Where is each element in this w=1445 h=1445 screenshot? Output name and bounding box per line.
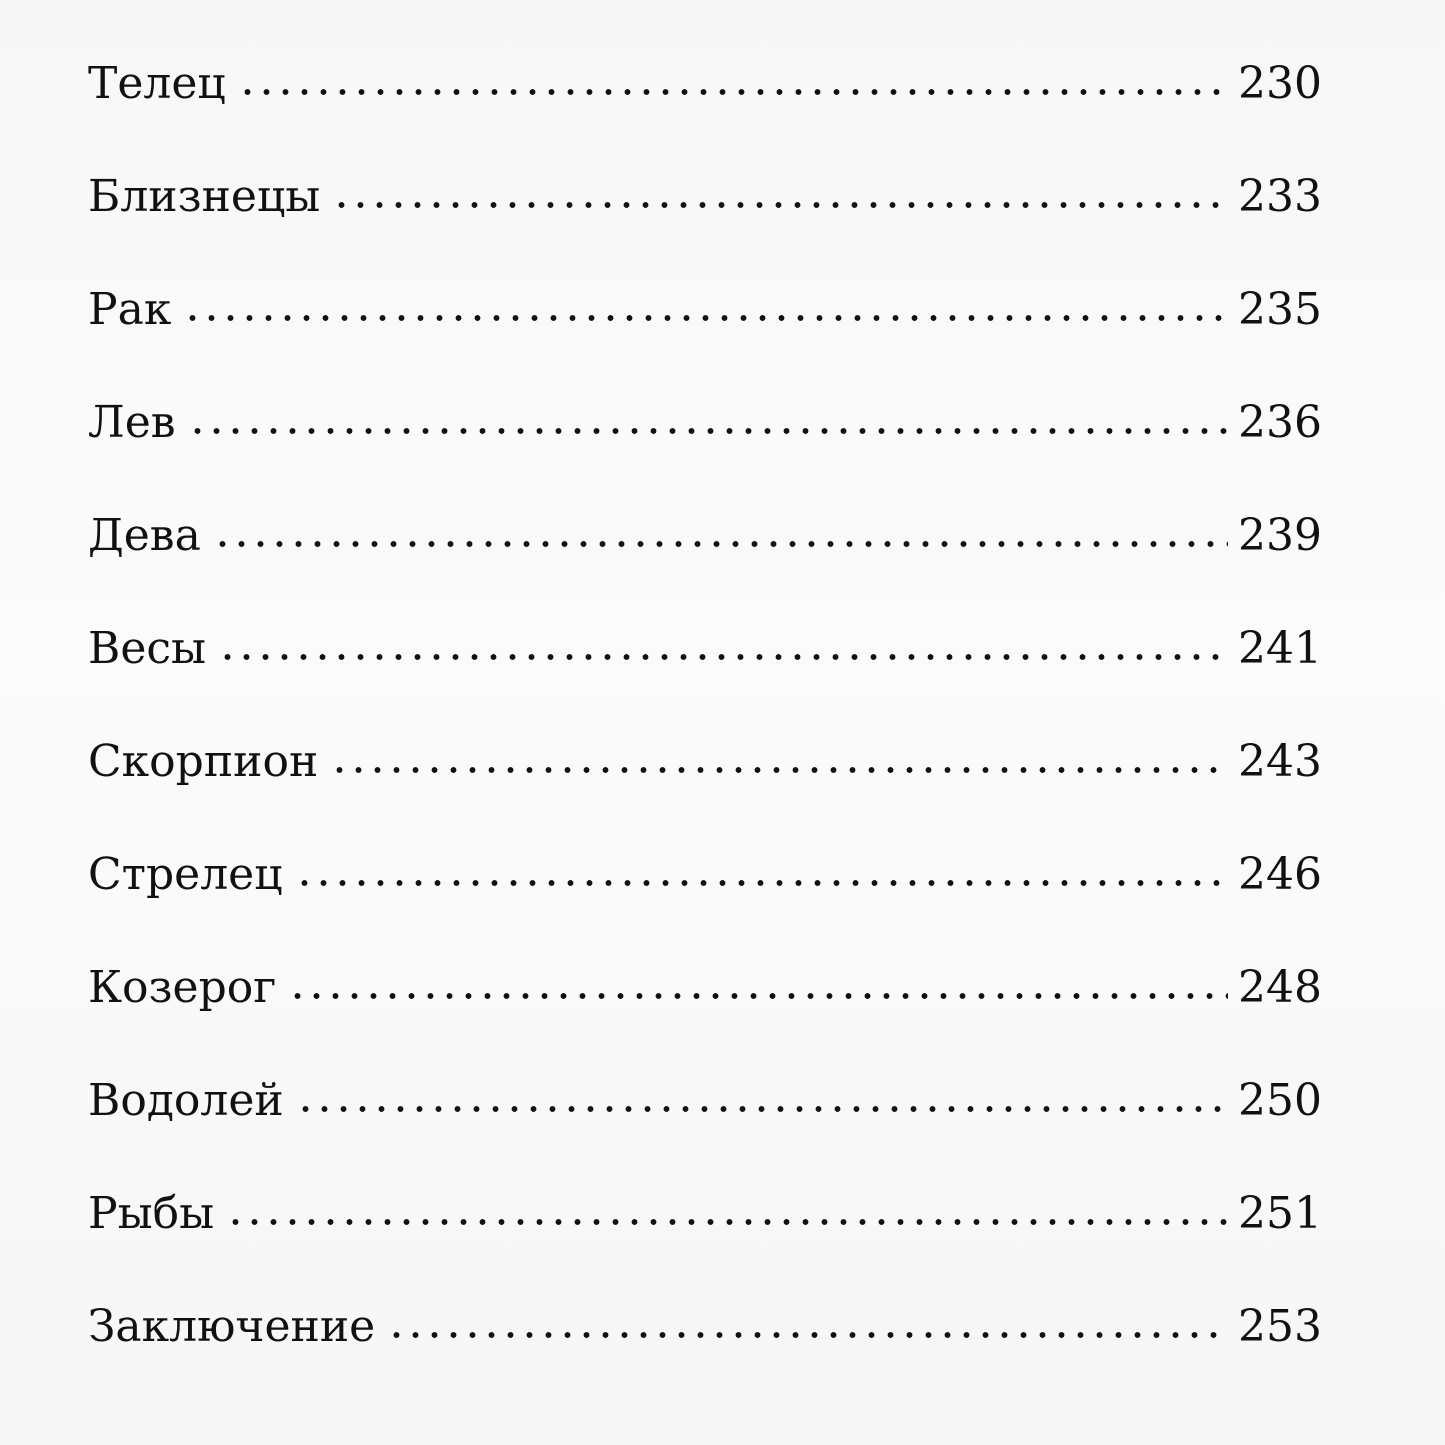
toc-entry-aquarius xyxy=(88,1075,1322,1192)
toc-entry-page-number: 239 xyxy=(1238,510,1322,561)
toc-entry-page-number: 241 xyxy=(1238,623,1322,674)
toc-entry-pisces xyxy=(88,1188,1322,1305)
toc-entry-page-number: 248 xyxy=(1238,962,1322,1013)
toc-entry-title: Близнецы xyxy=(88,171,321,222)
toc-entry-page-number: 246 xyxy=(1238,849,1322,900)
toc-entry-page-number: 243 xyxy=(1238,736,1322,787)
dot-leader xyxy=(226,1218,1228,1226)
toc-entry-conclusion xyxy=(88,1301,1322,1418)
dot-leader xyxy=(213,540,1228,548)
toc-entry-leo xyxy=(88,397,1322,514)
dot-leader xyxy=(296,1105,1228,1113)
toc-entry-scorpio xyxy=(88,736,1322,853)
toc-entry-title: Скорпион xyxy=(88,736,319,787)
toc-entry-title: Дева xyxy=(88,510,201,561)
toc-entry-title: Лев xyxy=(88,397,176,448)
toc-entry-title: Телец xyxy=(88,58,226,109)
dot-leader xyxy=(238,88,1228,96)
table-of-contents xyxy=(88,58,1322,1418)
dot-leader xyxy=(188,427,1228,435)
toc-entry-cancer xyxy=(88,284,1322,401)
toc-entry-title: Весы xyxy=(88,623,207,674)
toc-entry-title: Водолей xyxy=(88,1075,284,1126)
toc-entry-virgo xyxy=(88,510,1322,627)
toc-entry-libra xyxy=(88,623,1322,740)
dot-leader xyxy=(218,653,1228,661)
toc-entry-title: Стрелец xyxy=(88,849,283,900)
toc-entry-title: Рыбы xyxy=(88,1188,215,1239)
toc-entry-title: Козерог xyxy=(88,962,277,1013)
toc-entry-title: Рак xyxy=(88,284,172,335)
toc-entry-sagittarius xyxy=(88,849,1322,966)
toc-entry-capricorn xyxy=(88,962,1322,1079)
dot-leader xyxy=(330,766,1228,774)
dot-leader xyxy=(288,992,1228,1000)
toc-entry-page-number: 250 xyxy=(1238,1075,1322,1126)
toc-entry-page-number: 235 xyxy=(1238,284,1322,335)
toc-entry-gemini xyxy=(88,171,1322,288)
dot-leader xyxy=(332,201,1228,209)
toc-entry-page-number: 230 xyxy=(1238,58,1322,109)
toc-entry-page-number: 233 xyxy=(1238,171,1322,222)
toc-entry-page-number: 253 xyxy=(1238,1301,1322,1352)
dot-leader xyxy=(387,1331,1228,1339)
toc-entry-page-number: 236 xyxy=(1238,397,1322,448)
toc-entry-page-number: 251 xyxy=(1238,1188,1322,1239)
toc-entry-title: Заключение xyxy=(88,1301,376,1352)
dot-leader xyxy=(295,879,1229,887)
toc-entry-taurus xyxy=(88,58,1322,175)
dot-leader xyxy=(183,314,1228,322)
